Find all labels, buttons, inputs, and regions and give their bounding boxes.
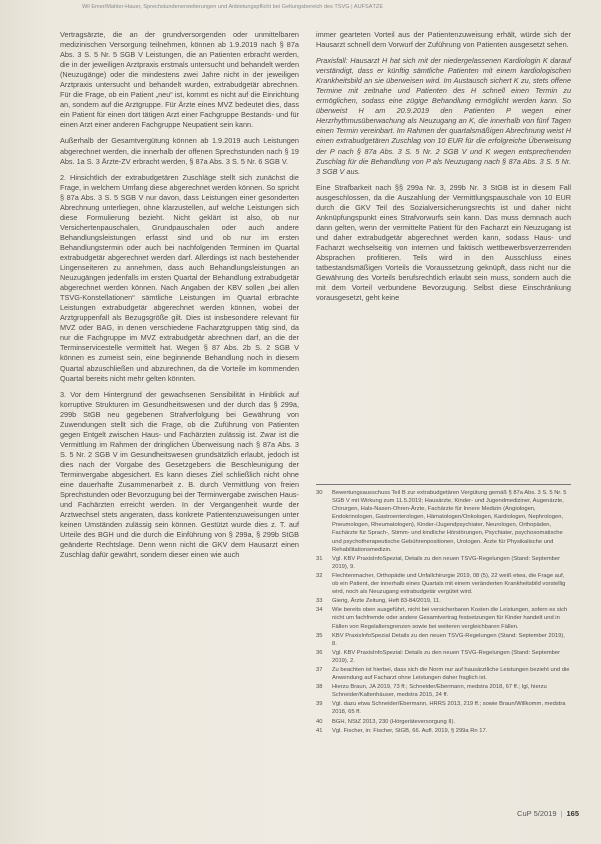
- footnote-number: 31: [316, 555, 323, 562]
- footnote: [316, 649, 571, 665]
- body-paragraph: Vertragsärzte, die an der grundversorgenden oder unmittelbaren medizinischen Versorgung teilnehmen, können ab 1.9.2019 nach § 87a Abs. 3 S. 5 Nr. 5 SGB V Leistungen, die an Patienten erbracht werden, die in der jeweiligen Arztpraxis erstmals untersucht und behandelt werden (Neuzugänge) oder die mindestens zwei Jahre nicht in der jeweiligen Arztpraxis untersucht und behandelt wurden, extrabudgetär abrechnen. Für die Frage, ob ein Patient „neu“ ist, kommt es nicht auf die Einrichtung an, sondern auf die Arztgruppe. Für Ärzte eines MVZ bedeutet dies, dass ein Patient für einen dort tätigen Arzt einer Fachgruppe Bestands- und für einen Arzt einer anderen Fachgruppe Neupatient sein kann.: [60, 30, 299, 130]
- body-paragraph: Außerhalb der Gesamtvergütung können ab 1.9.2019 auch Leistungen abgerechnet werden, die innerhalb der offenen Sprechstunden nach § 19 Abs. 1a S. 3 Ärzte-ZV erbracht werden, § 87a Abs. 3 S. 5 Nr. 6 SGB V.: [60, 136, 299, 166]
- journal-issue: CuP 5/2019: [517, 809, 557, 818]
- footnote-number: 36: [316, 649, 323, 656]
- footnote-text: KBV PraxisInfoSpezial Details zu den neuen TSVG-Regelungen (Stand: September 2019), 8.: [332, 632, 565, 647]
- footnote: [316, 632, 571, 648]
- footnote-number: 30: [316, 490, 323, 496]
- footnote-text: Hierzu Braun, JA 2019, 73 ff.; Schneider/Ebermann, medstra 2018, 67 ff.; Igl, hierzu Schneider/Kaltenhäuser, medstra 2015, 24 ff.: [332, 684, 547, 699]
- footnote-number: 33: [316, 598, 323, 605]
- footnote: [316, 700, 571, 716]
- footnote: [316, 606, 571, 630]
- case-example-paragraph: Praxisfall: Hausarzt H hat sich mit der niedergelassenen Kardiologin K darauf verständigt, dass er künftig sämtliche Patienten mit einem kardiologischen Krankheitsbild an sie überweisen wird. Im Austausch sichert K zu, stets offene Termine mit zeitnahe und Patienten des H schnell einen Termin zu ermöglichen, sodass eine zügige Behandlung ermöglicht werden kann. So überweist H am 20.9.2019 den Patienten P wegen einer Herzrhythmusüberwachung als Neuzugang an K, die innerhalb von fünf Tagen einen Termin vereinbart. Im Rahmen der quartalsmäßigen Abrechnung weist H einen extrabudgetären Zuschlag von 10 EUR für die erfolgreiche Überweisung der P nach § 87a Abs. 3 S. 5 Nr. 2 SGB V und K wegen entsprechenden Zuschlag für die Behandlung von P als Neuzugang nach § 87a Abs. 3 S. 5 Nr. 3 SGB V aus.: [316, 56, 571, 176]
- body-paragraph: 3. Vor dem Hintergrund der gewachsenen Sensibilität in Hinblick auf korruptive Strukturen im Gesundheitswesen und der durch das § 299a, 299b StGB neu gegebenen Strafverfolgung bei Gewährung von Zuwendungen stellt sich die Frage, ob die Zuführung von Patienten gegen Entgelt zwischen Haus- und Fachärzten zulässig ist. Zwar ist die Vermittlung im Rahmen der dringlichen Überweisung nach § 87a Abs. 3 S. 5 Nr. 2 SGB V im Gesundheitswesen grundsätzlich erlaubt, jedoch ist dies nach der Vorgabe des Gesetzgebers die Beschleunigung der Terminvergabe abgesichert. Es kann dieses Ziel schließlich nicht ohne eine dauerhafte Zusammenarbeit z. B. durch Vermittlung von freien Sprechstunden oder Bevorzugung bei der Terminvergabe zwischen Haus- und Fachärzten erreicht werden. In der Vergangenheit wurde der Arztwechsel stets angeraten, dass konkrete Patientenzuweisungen unter keinen Umständen zulässig sein können. Gestützt wurde dies z. T. auf Urteile des BGH und die durch die Einführung von § 299a, § 299b StGB geänderte Rechtslage. Denn wenn nicht die GKV dem Hausarzt einen Zuschlag dafür gewährt, sondern dieser einen wie auch: [60, 389, 299, 560]
- footnote-number: 32: [316, 572, 323, 579]
- footnote-text: Flechtenmacher, Orthopädie und Unfallchirurgie 2019, 08 (5), 22 weiß etwa, die Frage auf, ob ein Patient, der innerhalb eines Quartals mit einem veränderten Krankheitsbild vorstellig wird, noch als Neuzugang extrabudgetär vergütet wird.: [332, 572, 566, 596]
- footnote-number: 34: [316, 607, 323, 614]
- footnote: [316, 555, 571, 571]
- footnote-text: Zu beachten ist hierbei, dass sich die Norm nur auf hausärztliche Leistungen bezieht und die Anwendung auf Facharzt ohne Leistungen daher fraglich ist.: [332, 666, 570, 682]
- footnote-text: Vgl. KBV PraxisInfoSpezial: Details zu den neuen TSVG-Regelungen (Stand: September 2019), 2.: [332, 649, 561, 664]
- footnote-text: Gierig, Ärzte Zeitung, Heft 83-84/2019, 11.: [332, 598, 441, 605]
- right-column: [316, 30, 571, 309]
- footnote-number: 38: [316, 684, 323, 691]
- running-head: Wil Emer/Mahler-Hauer, Sprechstundenerweiterungen und Anbietungspflicht bei Geltungsbereich des TSVG | AUFSÄTZE: [82, 4, 384, 10]
- footnote-number: 41: [316, 727, 323, 734]
- footnote: [316, 666, 571, 682]
- page-footer: [517, 809, 579, 818]
- footnote: [316, 489, 571, 554]
- body-paragraph: 2. Hinsichtlich der extrabudgetären Zuschläge stellt sich zunächst die Frage, in welchem Umfang diese abgerechnet werden können. So spricht § 87a Abs. 3 S. 5 SGB V nur davon, dass Leistungen einer gesonderten Abrechnung unterliegen, ohne klarzustellen, auf welche Leistungen sich diese Formulierung bezieht. Nicht geklärt ist also, ob nur Versichertenpauschalen, Grundpauschalen oder auch andere Behandlungsleistungen erfasst sind und ob nur im ersten Behandlungstermin oder auch bei nachfolgenden Terminen im Quartal extrabudgetär abgerechnet werden darf. Allerdings ist nach bestehender Lingenseiteren zu annehmen, dass auch Behandlungsleistungen an Neuzugängen jedenfalls im ersten Quartal der Behandlung extrabudgetär abgerechnet werden können. Nach Angaben der KBV sollen „bei allen TSVG-Konstellationen“ sämtliche Leistungen im Quartal erbrachte Leistungen extrabudgetär abgerechnet werden können, wobei der Arztgruppenfall als Bezugsgröße gilt. Dies ist insbesondere relevant für MVZ oder BAG, in denen verschiedene Facharztgruppen tätig sind, da nur die Fachgruppe im MVZ extrabudgetär abrechnen darf, an die der Terminservicestelle vermittelt hat. Wegen § 87 Abs. 2b S. 2 SGB V können es zumeist sein, eine beginnende Behandlung noch in diesem Quartal abzuschließen und abzurechnen, da die Vorteile im kommenden Quartal bereits nicht mehr gelten könnten.: [60, 172, 299, 383]
- footnote-text: Vgl. Fischer, in: Fischer, StGB, 66. Aufl. 2019, § 299a Rn 17.: [332, 727, 488, 734]
- footnote-text: Bewertungsausschuss Teil B zur extrabudgetären Vergütung gemäß § 87a Abs. 3 S. 5 Nr. 5 SGB V mit Wirkung zum 11.5.2019; Hausärzte, Kinder- und Jugendmediziner, Augenärzte, Chirurgen, Hals-Nasen-Ohren-Ärzte, Fachärzte für Innere Medizin (Angiologen, Endokrinologen, Gastroenterologen, Hämatologen/Onkologen, Kardiologen, Nephrologen, Pneumologen, Rheumatologen), Kinder-/Jugendpsychiater, Neurologen, Orthopäden, Fachärzte für Sprach-, Stimm- und kindliche Hörstörungen, Psychiater, psychosomatische und psychotherapeutische Gebührenpositionen, Urologen. Ärzte für Physikalische und Rehabilitationsmedizin.: [332, 490, 567, 553]
- footnote-number: 39: [316, 701, 323, 708]
- footnote-text: Vgl. KBV PraxisInfoSpezial, Details zu den neuen TSVG-Regelungen (Stand: September 2019), 9.: [332, 555, 561, 570]
- footnote: [316, 572, 571, 596]
- footnotes: [316, 484, 571, 736]
- footnote-number: 37: [316, 666, 323, 673]
- left-column: [60, 30, 299, 566]
- footnote-number: 35: [316, 632, 323, 639]
- footnote-text: Vgl. dazu etwa Schneider/Ebermann, HRRS 2013, 219 ff.; sowie Braun/Willkomm, medstra 2018, 65 ff.: [332, 701, 566, 716]
- page-number: 165: [566, 809, 579, 818]
- footnote: [316, 727, 571, 735]
- footer-separator: |: [560, 809, 563, 818]
- footnote: [316, 597, 571, 605]
- footnote: [316, 683, 571, 699]
- footnote: [316, 718, 571, 726]
- body-paragraph: Eine Strafbarkeit nach §§ 299a Nr. 3, 299b Nr. 3 StGB ist in diesem Fall ausgeschlossen, da die Auszahlung der Vermittlungspauschale von 10 EUR durch die GKV Teil des Sozialversicherungsrechts ist und daher nicht Anknüpfungspunkt eines Strafvorwurfs sein kann. Das muss demnach auch dann gelten, wenn der vermittelte Patient für den Facharzt ein Neuzugang ist und daher extrabudgetär abgerechnet werden kann, sodass Haus- und Facharzt wechselseitig von internen und faktisch wettbewerbsverzerrenden Absprachen profitieren. Teils wird in den Ausschluss eines tatbestandsmäßigen Vorteils die Voraussetzung geknüpft, dass nicht nur die Gewährung des Vorteils berufsrechtlich erlaubt sein muss, sondern auch die mit dem Vorteil verbundene Bevorzugung. Selbst diese Einschränkung vorausgesetzt, geht keine: [316, 182, 571, 303]
- footnote-number: 40: [316, 718, 323, 725]
- body-paragraph: immer gearteten Vorteil aus der Patientenzuweisung erhält, würde sich der Hausarzt schnell dem Vorwurf der Zuführung von Patienten ausgesetzt sehen.: [316, 30, 571, 50]
- footnote-text: BGH, NStZ 2013, 230 (Hörgeräteversorgung II).: [332, 718, 456, 725]
- footnote-text: Wie bereits oben ausgeführt, nicht bei versicherbaren Kosten die Leistungen, sofern es sich nicht um fachfremde oder andere Gesamtvertrag festsetzungen für Kinder handelt und in Fällen von Regelaltersgrenzen sowie bei weiteren vergleichbaren Fällen.: [332, 607, 568, 630]
